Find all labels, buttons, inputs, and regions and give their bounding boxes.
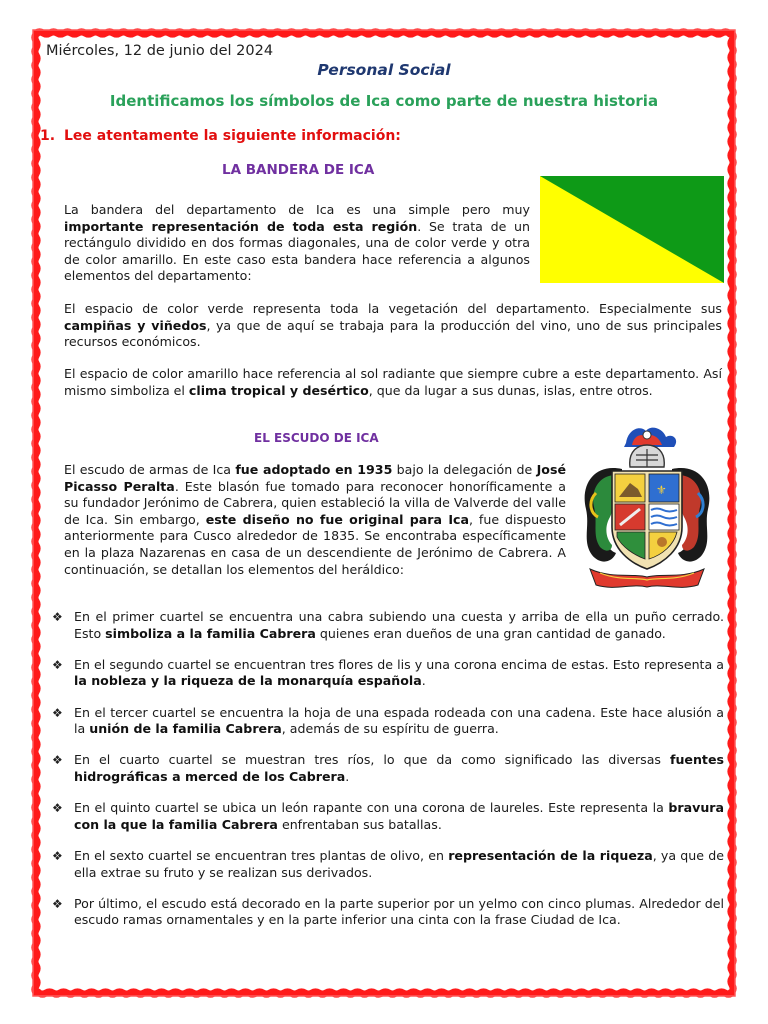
bullet-item (52, 657, 724, 690)
bullet-text: En el tercer cuartel se encuentra la hoja de una espada rodeada con una cadena. Este hace alusión a la unión de la familia Cabrera, además de su espíritu de guerra. (74, 704, 724, 737)
bullet-text: En el quinto cuartel se ubica un león rapante con una corona de laureles. Este representa la bravura con la que la familia Cabrera enfrentaban sus batallas. (74, 800, 724, 832)
bullet-icon: ❖ (52, 896, 63, 911)
bullet-item (52, 800, 724, 833)
instruction-text: Lee atentamente la siguiente información: (64, 128, 401, 144)
svg-text:⚜: ⚜ (656, 483, 667, 497)
bullet-icon: ❖ (52, 848, 63, 863)
bullet-text: Por último, el escudo está decorado en la parte superior por un yelmo con cinco plumas. Alrededor del escudo ramas ornamentales y en la parte inferior una cinta con la frase Ciudad de Ica. (74, 895, 724, 928)
bullet-text: En el segundo cuartel se encuentran tres flores de lis y una corona encima de estas. Esto representa a la nobleza y la riqueza de la monarquía española. (74, 656, 724, 689)
flag-heading: LA BANDERA DE ICA (222, 162, 375, 178)
bullet-icon: ❖ (52, 801, 63, 816)
heraldic-elements-list (52, 609, 724, 943)
bullet-icon: ❖ (52, 705, 63, 720)
course-title: Personal Social (317, 61, 451, 79)
coat-of-arms-of-ica-icon (576, 423, 718, 591)
flag-paragraph-1: La bandera del departamento de Ica es una simple pero muy importante representación de toda esta región. Se trata de un rectángulo dividido en dos formas diagonales, una de color verde y otra de color amarillo. En este caso esta bandera hace referencia a algunos elementos del departamento: (64, 202, 530, 284)
bullet-icon: ❖ (52, 610, 63, 624)
bullet-item (52, 896, 724, 929)
coat-paragraph: El escudo de armas de Ica fue adoptado en 1935 bajo la delegación de José Picasso Peralta. Este blasón fue tomado para reconocer honoríficamente a su fundador Jerónimo de Cabrera, quien estableció la villa de Valverde del valle de Ica. Sin embargo, este diseño no fue original para Ica, fue dispuesto anteriormente para Cusco alrededor de 1835. Se encontraba específicamente en la plaza Nazarenas en casa de un descendiente de Jerónimo de Cabrera. A continuación, se detallan los elementos del heráldico: (64, 462, 567, 577)
flag-of-ica-icon (540, 176, 724, 283)
date-line: Miércoles, 12 de junio del 2024 (46, 43, 274, 59)
instruction-number: 1. (40, 128, 56, 144)
bullet-text: En el cuarto cuartel se muestran tres ríos, lo que da como significado las diversas fuentes hidrográficas a merced de los Cabrera. (74, 752, 724, 784)
bullet-item (52, 609, 724, 642)
bullet-item (52, 752, 724, 785)
flag-paragraph-3: El espacio de color amarillo hace referencia al sol radiante que siempre cubre a este departamento. Así mismo simboliza el clima tropical y desértico, que da lugar a sus dunas, islas, entre otros. (64, 366, 722, 398)
bullet-icon: ❖ (52, 753, 63, 768)
flag-paragraph-2: El espacio de color verde representa toda la vegetación del departamento. Especialmente sus campiñas y viñedos, ya que de aquí se trabaja para la producción del vino, uno de sus principales recursos económicos. (64, 301, 722, 350)
bullet-text: En el primer cuartel se encuentra una cabra subiendo una cuesta y arriba de ella un puño cerrado. Esto simboliza a la familia Cabrera quienes eran dueños de una gran cantidad de ganado. (74, 609, 724, 641)
bullet-icon: ❖ (52, 657, 63, 672)
bullet-item (52, 848, 724, 881)
bullet-text: En el sexto cuartel se encuentran tres plantas de olivo, en representación de la riqueza, ya que de ella extrae su fruto y se realizan sus derivados. (74, 847, 724, 880)
bullet-item (52, 705, 724, 738)
lesson-title: Identificamos los símbolos de Ica como parte de nuestra historia (109, 92, 659, 110)
instruction (40, 128, 401, 144)
coat-heading: EL ESCUDO DE ICA (254, 431, 379, 445)
